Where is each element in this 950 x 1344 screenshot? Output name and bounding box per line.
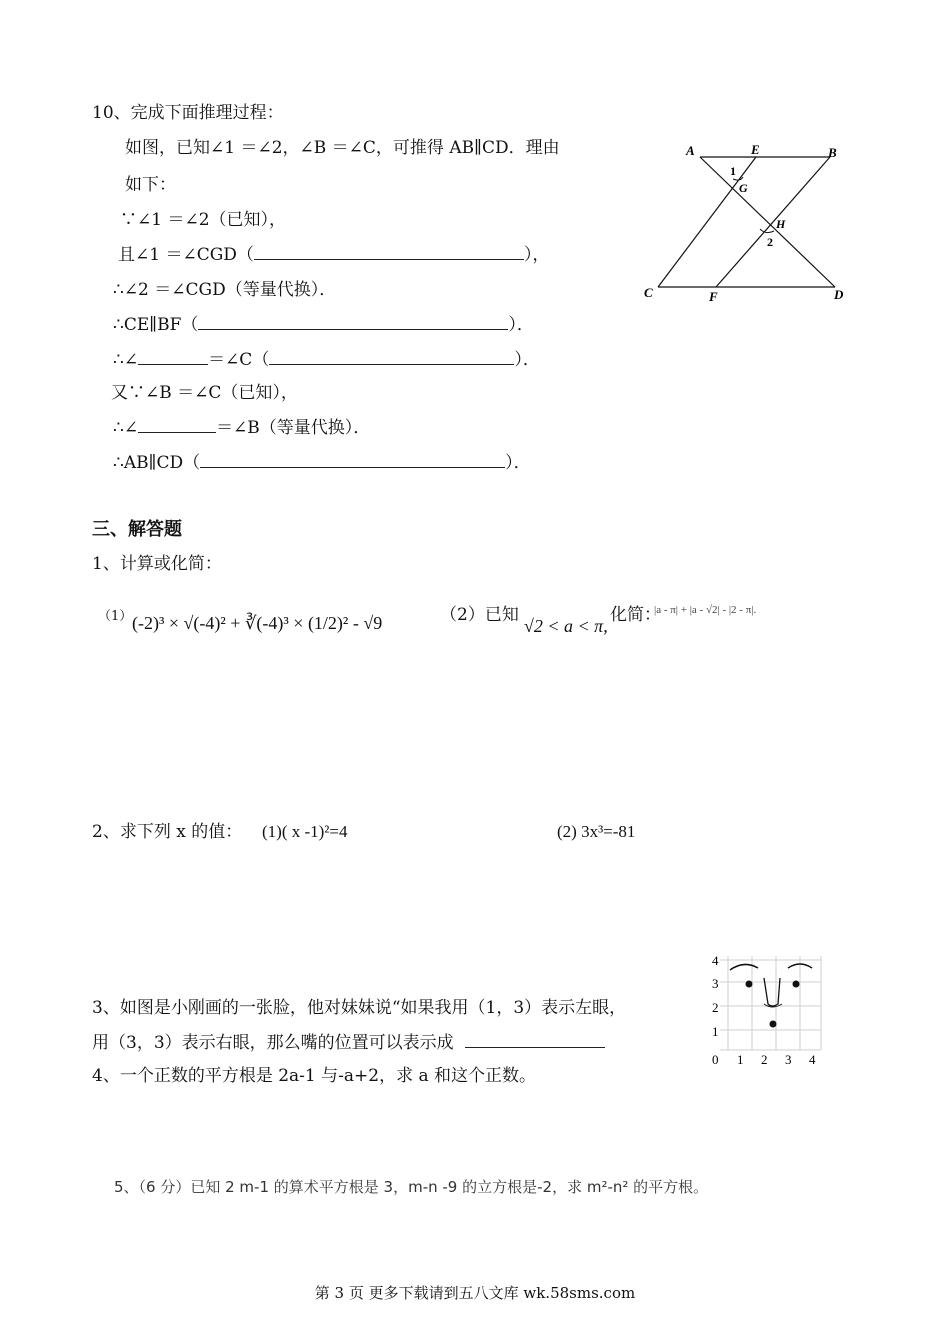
q10-step-4 [113,313,534,337]
q10-blank-reason-1[interactable] [254,243,524,260]
q1-title: 1、计算或化简： [92,554,222,574]
x-tick-1: 1 [737,1052,744,1067]
q10-intro-line2: 如下： [125,175,176,195]
q1-part1-expression: (-2)³ × √(-4)² + ∛(-4)³ × (1/2)² - √9 [132,613,383,633]
q1-part2-label: （2）已知 [440,605,519,625]
q10-step-6: 又∵∠B ＝∠C（已知）， [111,383,298,403]
q3-line2-text: 用（3，3）表示右眼，那么嘴的位置可以表示成 [92,1033,454,1053]
q10-step-8 [113,451,531,475]
left-eye [746,981,753,988]
q1-part2-task: 化简： [610,605,661,625]
q3-line2 [92,1031,605,1055]
label-B: B [828,145,837,160]
y-tick-3: 3 [712,976,719,991]
label-A: A [686,143,695,158]
label-E: E [751,142,760,157]
q2-title: 2、求下列 x 的值： [92,822,243,842]
label-angle-1: 1 [730,164,736,178]
q1-part2-condition: √2 < a < π, [524,616,608,636]
q1-part2-expression: |a - π| + |a - √2| - |2 - π|. [654,604,757,616]
label-F: F [709,289,718,304]
label-angle-2: 2 [767,235,773,249]
section-3-heading: 三、解答题 [92,519,182,540]
x-tick-4: 4 [809,1052,816,1067]
q1-part1-label: （1） [98,609,133,624]
q10-step-4-prefix: ∴CE∥BF（ [113,315,199,335]
q10-blank-reason-2[interactable] [198,313,508,330]
q10-step-5-suffix: ）． [514,350,540,370]
q10-blank-angle-2[interactable] [138,416,216,433]
y-tick-1: 1 [712,1024,719,1039]
q10-blank-angle-1[interactable] [138,348,208,365]
q10-step-4-suffix: ）． [508,315,534,335]
q10-step-8-suffix: ）． [505,453,531,473]
q10-step-2-suffix: ）， [523,245,550,265]
x-tick-0: 0 [712,1052,719,1067]
y-tick-2: 2 [712,1000,719,1015]
q2-part1: (1)( x -1)²=4 [262,822,348,841]
mouth [770,1021,777,1028]
q4-text: 4、一个正数的平方根是 2a-1 与-a+2，求 a 和这个正数。 [92,1066,537,1086]
parallel-lines-figure [640,135,855,310]
q10-step-5-mid: ＝∠C（ [208,350,270,370]
x-tick-3: 3 [785,1052,792,1067]
q10-step-5-prefix: ∴∠ [113,350,139,370]
q10-step-8-prefix: ∴AB∥CD（ [113,453,201,473]
q3-line1: 3、如图是小刚画的一张脸，他对妹妹说“如果我用（1，3）表示左眼， [92,998,627,1018]
y-tick-4: 4 [712,953,719,968]
label-H: H [776,217,786,231]
page-footer: 第 3 页 更多下载请到五八文库 wk.58sms.com [314,1284,636,1302]
q5-text: 5、（6 分）已知 2 m-1 的算术平方根是 3，m-n -9 的立方根是-2，求 m²-n² 的平方根。 [114,1178,709,1196]
q10-blank-reason-3[interactable] [269,348,514,365]
label-C: C [644,285,653,300]
right-eye [793,981,800,988]
q10-step-7-suffix: ＝∠B（等量代换）． [216,418,371,438]
q10-step-3: ∴∠2 ＝∠CGD（等量代换）． [113,280,337,300]
x-tick-2: 2 [761,1052,768,1067]
label-G: G [739,181,748,195]
q10-step-7-prefix: ∴∠ [113,418,139,438]
q10-step-7 [113,416,370,440]
q3-answer-blank[interactable] [465,1031,605,1048]
q10-intro-line1: 如图，已知∠1 ＝∠2，∠B ＝∠C，可推得 AB∥CD．理由 [125,138,560,158]
q10-step-2-prefix: 且∠1 ＝∠CGD（ [118,245,254,265]
q10-step-1: ∵∠1 ＝∠2（已知）， [120,210,287,230]
q2-part2: (2) 3x³=-81 [557,822,636,841]
label-D: D [834,287,844,302]
face-grid-figure [708,950,828,1072]
q10-title: 10、完成下面推理过程： [92,103,284,123]
q10-step-5 [113,348,540,372]
q10-step-2 [118,243,549,267]
q10-blank-reason-4[interactable] [200,451,505,468]
